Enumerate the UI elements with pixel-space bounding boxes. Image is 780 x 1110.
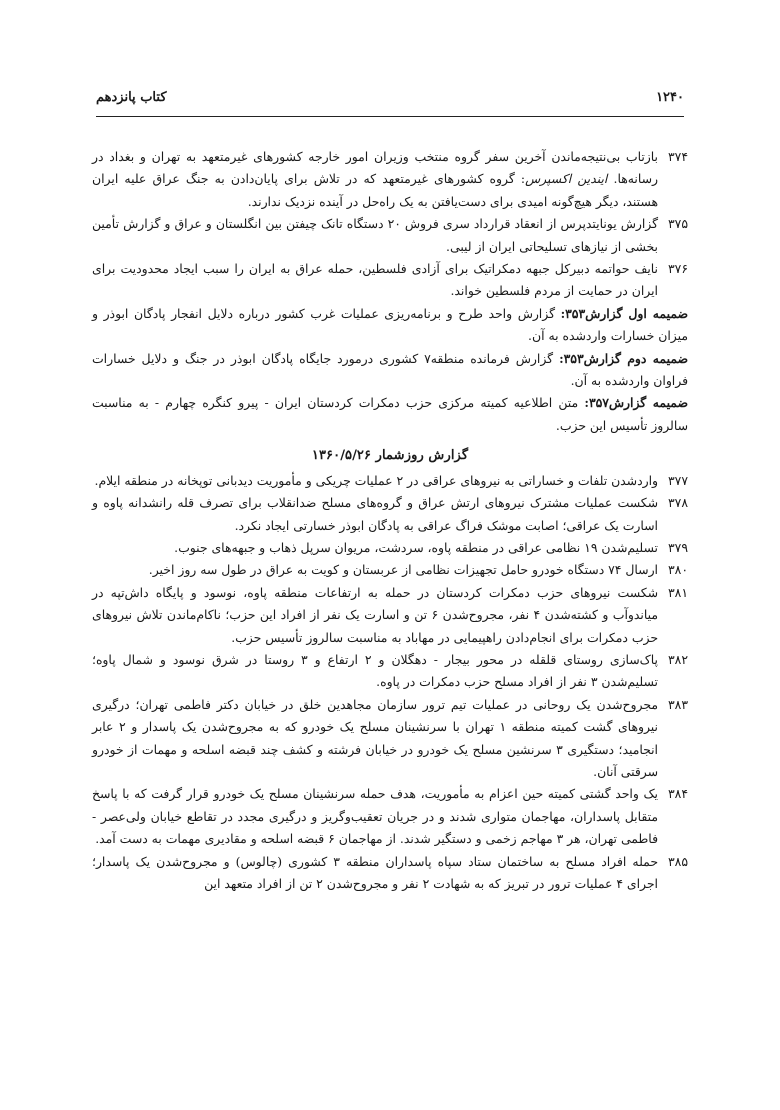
page-body — [92, 146, 688, 895]
item-text-part: : گروه کشورهای غیرمتعهد که در تلاش برای پایان‌دادن به جنگ عراق علیه ایران هستند، دیگر هیچ‌گونه امیدی برای دست‌یافتن به یک راه‌حل در آینده نزدیک ندارند. — [92, 171, 658, 209]
item-number: ۳۷۴ — [668, 149, 688, 164]
item-text: پاک‌سازی روستای قلقله در محور بیجار - دهگلان و ۲ ارتفاع و ۳ روستا در شرق نوسود و شمال پاوه؛ تسلیم‌شدن ۳ نفر از افراد مسلح حزب دمکرات در پاوه. — [92, 651, 658, 690]
item-number: ۳۸۳ — [668, 696, 688, 712]
list-item — [92, 258, 688, 303]
item-text: شکست عملیات مشترک نیروهای ارتش عراق و گروه‌های مسلح ضدانقلاب برای تصرف قله رانشدانه پاوه و اسارت یک عراقی؛ اصابت موشک فراگ عراقی به پادگان ابوذر خسارتی ایجاد نکرد. — [92, 495, 658, 533]
list-item — [92, 146, 688, 213]
list-item — [92, 470, 688, 492]
annex-label: ضمیمه گزارش۳۵۷: — [584, 395, 688, 411]
item-number: ۳۷۶ — [668, 261, 688, 277]
item-number: ۳۸۲ — [668, 651, 688, 667]
item-text: تسلیم‌شدن ۱۹ نظامی عراقی در منطقه پاوه، سردشت، مریوان سرپل ذهاب و جبهه‌های جنوب. — [174, 539, 658, 555]
item-text: یک واحد گشتی کمیته حین اعزام به مأموریت، هدف حمله سرنشینان مسلح یک خودرو قرار گرفت که با پاسخ متقابل پاسداران، مهاجمان متواری شدند و در جریان تعقیب‌وگریز و درگیری مجدد در تقاطع خیابان ولی‌عصر - فاطمی تهران، هر ۳ مهاجم زخمی و دستگیر شدند. از مهاجمان ۶ قبضه اسلحه و مقادیری مهمات به دست آمد. — [92, 786, 658, 847]
item-text: شکست نیروهای حزب دمکرات کردستان در حمله به ارتفاعات منطقه پاوه، نوسود و پایگاه داش‌تپه در میاندوآب و کشته‌شدن ۴ نفر، مجروح‌شدن ۶ تن و اسارت یک نفر از افراد این حزب؛ ناکام‌ماندن تلاش نیروهای حزب دمکرات برای انجام‌دادن راهپیمایی در مهاباد به مناسبت سالروز تأسیس حزب. — [92, 584, 658, 645]
list-item — [92, 582, 688, 649]
list-item — [92, 492, 688, 537]
annex-entry — [92, 392, 688, 437]
item-text-part: بازتاب بی‌نتیجه‌ماندن آخرین سفر گروه منتخب وزیران امور خارجه کشورهای غیرمتعهد به تهران و بغداد در رسانه‌ها. — [92, 149, 658, 187]
list-item — [92, 694, 688, 784]
item-number: ۳۷۵ — [668, 216, 688, 232]
item-number: ۳۸۰ — [668, 562, 688, 578]
header-rule — [96, 116, 684, 117]
item-text: مجروح‌شدن یک روحانی در عملیات تیم ترور سازمان مجاهدین خلق در خیابان دکتر فاطمی تهران؛ درگیری نیروهای گشت کمیته منطقه ۱ تهران با سرنشینان مسلح یک خودرو که به مجروح‌شدن یک پاسدار و ۲ عابر انجامید؛ دستگیری ۳ سرنشین مسلح یک خودرو در خیابان فرشته و کشف چند قبضه اسلحه و مهمات از خودرو سرقتی آنان. — [92, 696, 658, 779]
annex-entry — [92, 348, 688, 393]
item-number: ۳۷۷ — [668, 472, 688, 488]
list-item — [92, 537, 688, 559]
item-text: نایف حواتمه دبیرکل جبهه دمکراتیک برای آزادی فلسطین، حمله عراق به ایران را سبب ایجاد محدودیت برای ایران در حمایت از مردم فلسطین خواند. — [92, 261, 658, 299]
publication-name: ایندین اکسپرس — [525, 171, 608, 187]
list-item — [92, 213, 688, 258]
item-number: ۳۸۴ — [668, 786, 688, 802]
item-number: ۳۸۱ — [668, 584, 688, 600]
annex-text: گزارش واحد طرح و برنامه‌ریزی عملیات غرب کشور درباره دلایل انفجار پادگان ابوذر و میزان خسارات واردشده به آن. — [92, 305, 688, 344]
page-header — [96, 90, 684, 105]
book-title: کتاب پانزدهم — [96, 90, 167, 105]
item-number: ۳۷۸ — [668, 495, 688, 511]
list-item — [92, 649, 688, 694]
item-text: حمله افراد مسلح به ساختمان ستاد سپاه پاسداران منطقه ۳ کشوری (چالوس) و مجروح‌شدن یک پاسدار؛ اجرای ۴ عملیات ترور در تبریز که به شهادت ۲ نفر و مجروح‌شدن ۲ تن از افراد متعهد این — [92, 853, 658, 891]
item-number: ۳۸۵ — [668, 853, 688, 869]
annex-label: ضمیمه دوم گزارش۳۵۳: — [559, 350, 689, 366]
item-number: ۳۷۹ — [668, 539, 688, 555]
page-number: ۱۲۴۰ — [656, 90, 684, 105]
item-text: گزارش یونایتدپرس از انعقاد قرارداد سری فروش ۲۰ دستگاه تانک چیفتن بین انگلستان و عراق و گزارش تأمین بخشی از نیازهای تسلیحاتی ایران از لیبی. — [92, 216, 658, 254]
list-item — [92, 851, 688, 896]
item-text: واردشدن تلفات و خساراتی به نیروهای عراقی در ۲ عملیات چریکی و مأموریت دیدبانی توپخانه در منطقه ایلام. — [94, 472, 658, 488]
list-item — [92, 559, 688, 581]
item-text — [92, 146, 658, 213]
annex-text: متن اطلاعیه کمیته مرکزی حزب دمکرات کردستان ایران - پیرو کنگره چهارم - به مناسبت سالروز تأسیس این حزب. — [92, 395, 688, 433]
annex-label: ضمیمه اول گزارش۳۵۳: — [560, 305, 689, 321]
list-item — [92, 783, 688, 850]
annex-text: گزارش فرمانده منطقه۷ کشوری درمورد جایگاه پادگان ابوذر در جنگ و دلایل خسارات فراوان واردشده به آن. — [92, 350, 688, 389]
annex-entry — [92, 303, 688, 348]
item-text: ارسال ۷۴ دستگاه خودرو حامل تجهیزات نظامی از عربستان و کویت به عراق در طول سه روز اخیر. — [148, 562, 658, 578]
section-heading: گزارش روزشمار ۱۳۶۰/۵/۲۶ — [311, 448, 469, 464]
